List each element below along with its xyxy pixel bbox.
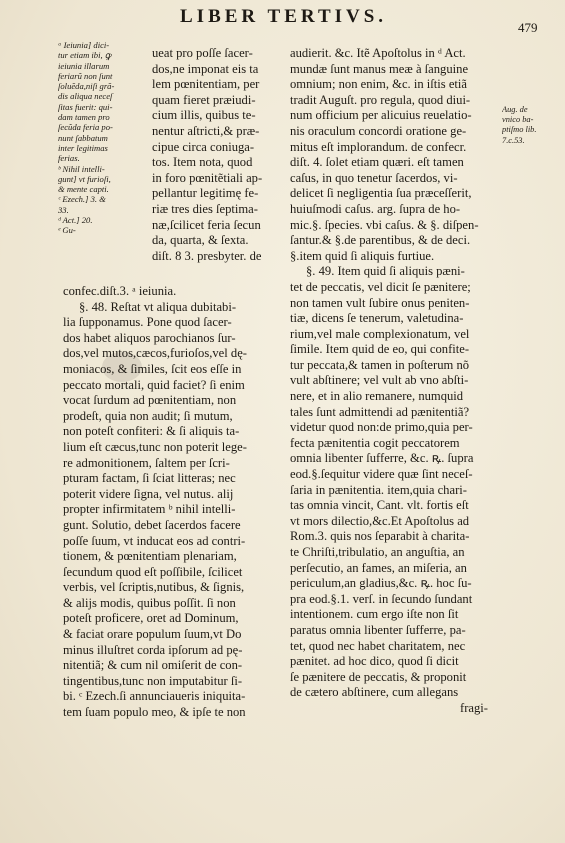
margin-note-line: ferias. [58,153,80,164]
text-line: moniacos, & ſimiles, ſcit eos eſſe in [63,361,242,376]
text-line: pænitet. ad hoc dico, quod ſi dicit [290,654,459,669]
margin-note-line: ſecũda feria po- [58,122,113,133]
text-line: poteſt proficere, oret ad Dominum, [63,611,239,626]
text-line: re admonitionem, ſaltem per ſcri- [63,455,230,470]
margin-note-line: ᵇ Nihil intelli- [58,163,105,174]
text-line: non poteſt confiteri: & ſi aliquis ta- [63,424,240,439]
margin-note-line: feriarũ non ſunt [58,70,113,81]
running-title: LIBER TERTIVS. [180,6,388,27]
text-line: riæ tres dies ſeptima- [152,201,258,216]
text-line: cipue circa coniuga- [152,139,255,154]
text-line: prodeſt, quia non audit; ſi mutum, [63,408,233,423]
text-line: eod.§.ſequitur videre quæ ſint neceſ- [290,467,473,482]
text-line: & alijs modis, quibus poſſit. ſi non [63,595,236,610]
text-line: ſantur.& §.de parentibus, & de deci. [290,233,471,248]
margin-note-line: & mente capti. [58,184,109,195]
text-line: fecta pænitentia cogit peccatorem [290,435,460,450]
text-line: mundæ ſunt manus meæ à ſanguine [290,61,469,76]
text-line: tionem, & pœnitentiam plenariam, [63,549,237,564]
text-line: tet, quod nec habet charitatem, nec [290,638,466,653]
text-line: tradit Auguſt. pro regula, quod diui- [290,92,471,107]
page-number: 479 [518,20,538,35]
text-line: ſe pænitere de peccatis, & proponit [290,669,467,684]
text-line: tur peccata,& tamen in poſterum nõ [290,357,470,372]
text-line: tem ſuam populo meo, & ipſe te non [63,705,246,720]
text-line: mic.§. ſpecies. vbi caſus. & §. diſpen- [290,217,479,232]
text-line: vult abſtinere; vel vult ab vno abſti- [290,373,469,388]
text-line: te Chriſti,tribulatio, an anguſtia, an [290,545,465,559]
margin-note-line: ſitas fuerit: qui- [58,101,113,112]
right-margin-notes [502,105,562,146]
text-line: perſecutio, an fames, an miſeria, an [290,560,467,575]
text-line: & faciat orare populum ſuum,vt Do [63,627,242,642]
text-line: de cætero abſtinere, cum allegans [290,685,459,700]
margin-note-line: ᵉ Gu- [58,225,76,236]
text-line: lium eſt cæcus,tunc non poterit lege- [63,439,247,454]
inner-column-top [152,46,292,264]
text-line: diſt. 8 3. presbyter. de [152,248,262,263]
margin-note-line: 33. [58,204,69,215]
text-line: pturam factam, ſi ſciat litteras; nec [63,471,236,486]
text-line: tet de peccatis, vel dicit ſe pænitere; [290,279,471,294]
text-line: propter infirmitatem ᵇ nihil intelli- [63,502,236,517]
text-line: lem pœnitentiam, per [152,77,260,92]
margin-note-line: Aug. de [502,105,528,114]
text-line: bi. ᶜ Ezech.ſi annunciaueris iniquita- [63,689,246,704]
left-margin-notes [58,40,150,236]
text-line: nitentiã; & cum nil omiſerit de con- [63,658,243,673]
text-line: confec.diſt.3. ᵃ ieiunia. [63,284,177,298]
text-line: quam fieret præiudi- [152,92,256,107]
margin-note-line: ᵈ Act.] 20. [58,215,93,226]
text-line: pra eod.§.1. verſ. in ſecundo ſundant [290,591,473,606]
text-line: dos,vel mutos,cæcos,furioſos,vel dę- [63,346,247,361]
text-line: dos,ne imponat eis ta [152,61,259,76]
text-line: minus illuſtret corda ipſorum ad pę- [63,642,243,657]
margin-note-line: dis aliqua neceſ [58,91,113,102]
margin-note-line: ieiunia illarum [58,60,110,71]
text-line: §.item quid ſi aliquis furtiue. [290,248,435,263]
right-column-body [290,46,500,717]
text-line: nere, et in alio remanere, numquid [290,389,464,404]
text-line: §. 49. Item quid ſi aliquis pæni- [306,264,465,279]
text-line: gunt. Solutio, debet ſacerdos facere [63,517,241,532]
text-line: tingentibus,tunc non imputabitur ſi- [63,673,243,688]
text-line: non tamen vult ſubire onus peniten- [290,295,470,310]
text-line: pellantur legitimę fe- [152,186,259,201]
text-line: nentur aſtricti,& præ- [152,123,260,138]
margin-note-line: tur etiam ibi, ꝙ [58,50,112,61]
catchword: fragi- [460,700,488,715]
left-column-body [63,284,292,721]
text-line: dos habet aliquos parochianos ſur- [63,330,236,345]
text-line: caſus, in quo tenetur ſacerdos, vi- [290,170,458,185]
text-line: nis oraculum concordi oratione ge- [290,123,467,138]
text-line: §. 48. Reſtat vt aliqua dubitabi- [79,299,237,314]
margin-note-line: ſoluẽda,niſi grã- [58,81,115,92]
text-line: verbis, vel ſcriptis,nutibus, & ſignis, [63,580,245,595]
text-line: num officium per alicuius reuelatio- [290,108,472,123]
margin-note-line: nunt ſabbatum [58,132,108,143]
text-line: tas omnia vincit, Cant. vlt. fortis eſt [290,498,469,513]
margin-note-line: inter legitimas [58,142,108,153]
margin-note-line: ᶜ Ezech.] 3. & [58,194,106,205]
text-line: da, quarta, & ſexta. [152,233,249,248]
text-line: huiuſmodi caſus. arg. ſupra de ho- [290,201,461,216]
text-line: delicet ſi negligentia ſua præceſſerit, [290,186,472,201]
text-line: mitus eſt implorandum. de confecr. [290,139,467,154]
text-line: vocat ſurdum ad pœnitentiam, non [63,393,237,408]
margin-note-line: ptiſmo lib. [502,125,537,135]
text-line: peccato mortali, quid faciet? ſi enim [63,377,245,392]
text-line: periculum,an gladius,&c. ꝶ. hoc ſu- [290,576,472,591]
text-line: cium illis, quibus te- [152,108,256,123]
margin-note-line: gunt] vt furioſi, [58,173,111,184]
margin-note-line: 7.c.53. [502,135,525,145]
text-line: intentionem. cum ergo iſte non ſit [290,607,459,622]
text-line: ſimile. Item quid de eo, qui confite- [290,342,470,357]
text-line: næ,ſcilicet feria ſecun [152,217,261,232]
text-line: videtur quod non:de primo,quia per- [290,420,473,435]
margin-note-line: vnico ba- [502,115,534,125]
text-line: poterit videre ſigna, vel nutus. alij [63,486,234,501]
text-line: poſſe ſuum, vt inducat eos ad contri- [63,533,246,548]
text-line: omnium; non enim, &c. in iſtis etiã [290,77,467,92]
text-line: Rom.3. quis nos ſeparabit à charita- [290,529,470,544]
text-line: tos. Item nota, quod [152,155,253,170]
text-line: omnia libenter ſufferre, &c. ꝶ. ſupra [290,451,474,466]
text-line: ſecundum quod eſt poſſibile, ſcilicet [63,564,243,579]
text-line: vt mors dilectio,&c.Et Apoſtolus ad [290,513,470,528]
text-line: ueat pro poſſe ſacer- [152,46,253,60]
text-line: audierit. &c. Itẽ Apoſtolus in ᵈ Act. [290,46,466,60]
text-line: paratus omnia libenter ſufferre, pa- [290,622,466,637]
text-line: rium,vel male complexionatum, vel [290,326,470,341]
margin-note-line: ᵃ Ieiunia] dici- [58,40,110,50]
text-line: ſaria in pænitentia. item,quia chari- [290,482,467,497]
text-line: in foro pœnitẽtiali ap- [152,170,263,185]
margin-note-line: dam tamen pro [58,112,110,123]
text-line: tales ſunt admittendi ad pænitentiã? [290,404,470,419]
text-line: lia ſupponamus. Pone quod ſacer- [63,315,232,330]
text-line: tiæ, dicens ſe tenerum, valetudina- [290,311,464,326]
text-line: diſt. 4. ſolet etiam quæri. eſt tamen [290,155,464,170]
